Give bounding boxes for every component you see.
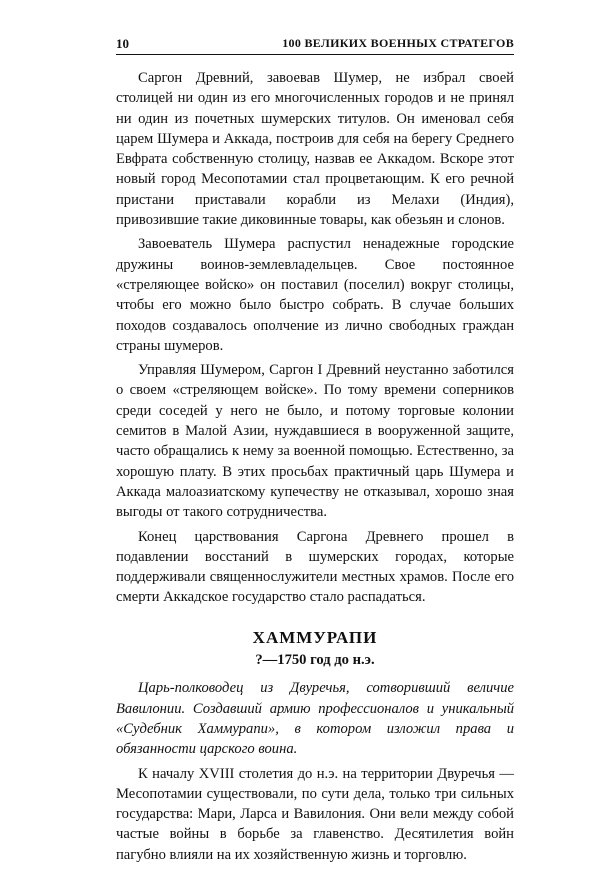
section-paragraph: К началу XVIII столетия до н.э. на территории Двуречья — Месопотамии существовали, по сути дела, только три сильных государства: Мари, Ларса и Вавилония. Они вели между собой частые войны в борьбе за главенство. Десятилетия войн пагубно влияли на их хозяйственную жизнь и торговлю.: [116, 765, 514, 863]
page-body: [116, 68, 514, 869]
paragraph: Управляя Шумером, Саргон I Древний неустанно заботился о своем «стреляющем войске». По тому времени соперников среди соседей у него не было, и потому торговые колонии семитов в Малой Азии, нуждавшиеся в вооруженной защите, часто обращались к нему за военной помощью. Естественно, за хорошую плату. В этих просьбах практичный царь Шумера и Аккада малоазиатскому купечеству не отказывал, хорошо зная выгоды от такого сотрудничества.: [116, 362, 514, 521]
book-title: 100 ВЕЛИКИХ ВОЕННЫХ СТРАТЕГОВ: [282, 36, 514, 50]
section-intro: Царь-полководец из Двуречья, сотворивший величие Вавилонии. Создавший армию профессионалов и уникальный «Судебник Хаммурапи», в котором изложил права и обязанности царского воина.: [116, 680, 514, 758]
section-title: ХАММУРАПИ: [252, 627, 378, 647]
running-header: [116, 36, 514, 54]
header-rule: [116, 54, 514, 55]
paragraph: Конец царствования Саргона Древнего прошел в подавлении восстаний в шумерских городах, которые поддерживали священнослужители местных храмов. После его смерти Аккадское государство стало распадаться.: [116, 528, 514, 606]
section-dates: ?—1750 год до н.э.: [255, 652, 375, 669]
paragraph: Завоеватель Шумера распустил ненадежные городские дружины воинов-землевладельцев. Свое постоянное «стреляющее войско» он поставил (поселил) вокруг столицы, чтобы его можно было быстро собрать. В случае больших походов создавалось ополчение из лично свободных граждан страны шумеров.: [116, 236, 514, 354]
paragraph: Саргон Древний, завоевав Шумер, не избрал своей столицей ни один из его многочисленных городов и не принял ни один из почетных шумерских титулов. Он именовал себя царем Шумера и Аккада, построив для себя на берегу Среднего Евфрата собственную столицу, назвав ее Аккадом. Вскоре этот новый город Месопотамии стал процветающим. К его речной пристани приставали корабли из Мелахи (Индия), привозившие такие диковинные товары, как обезьян и слонов.: [116, 70, 514, 229]
page-number: 10: [116, 36, 129, 51]
